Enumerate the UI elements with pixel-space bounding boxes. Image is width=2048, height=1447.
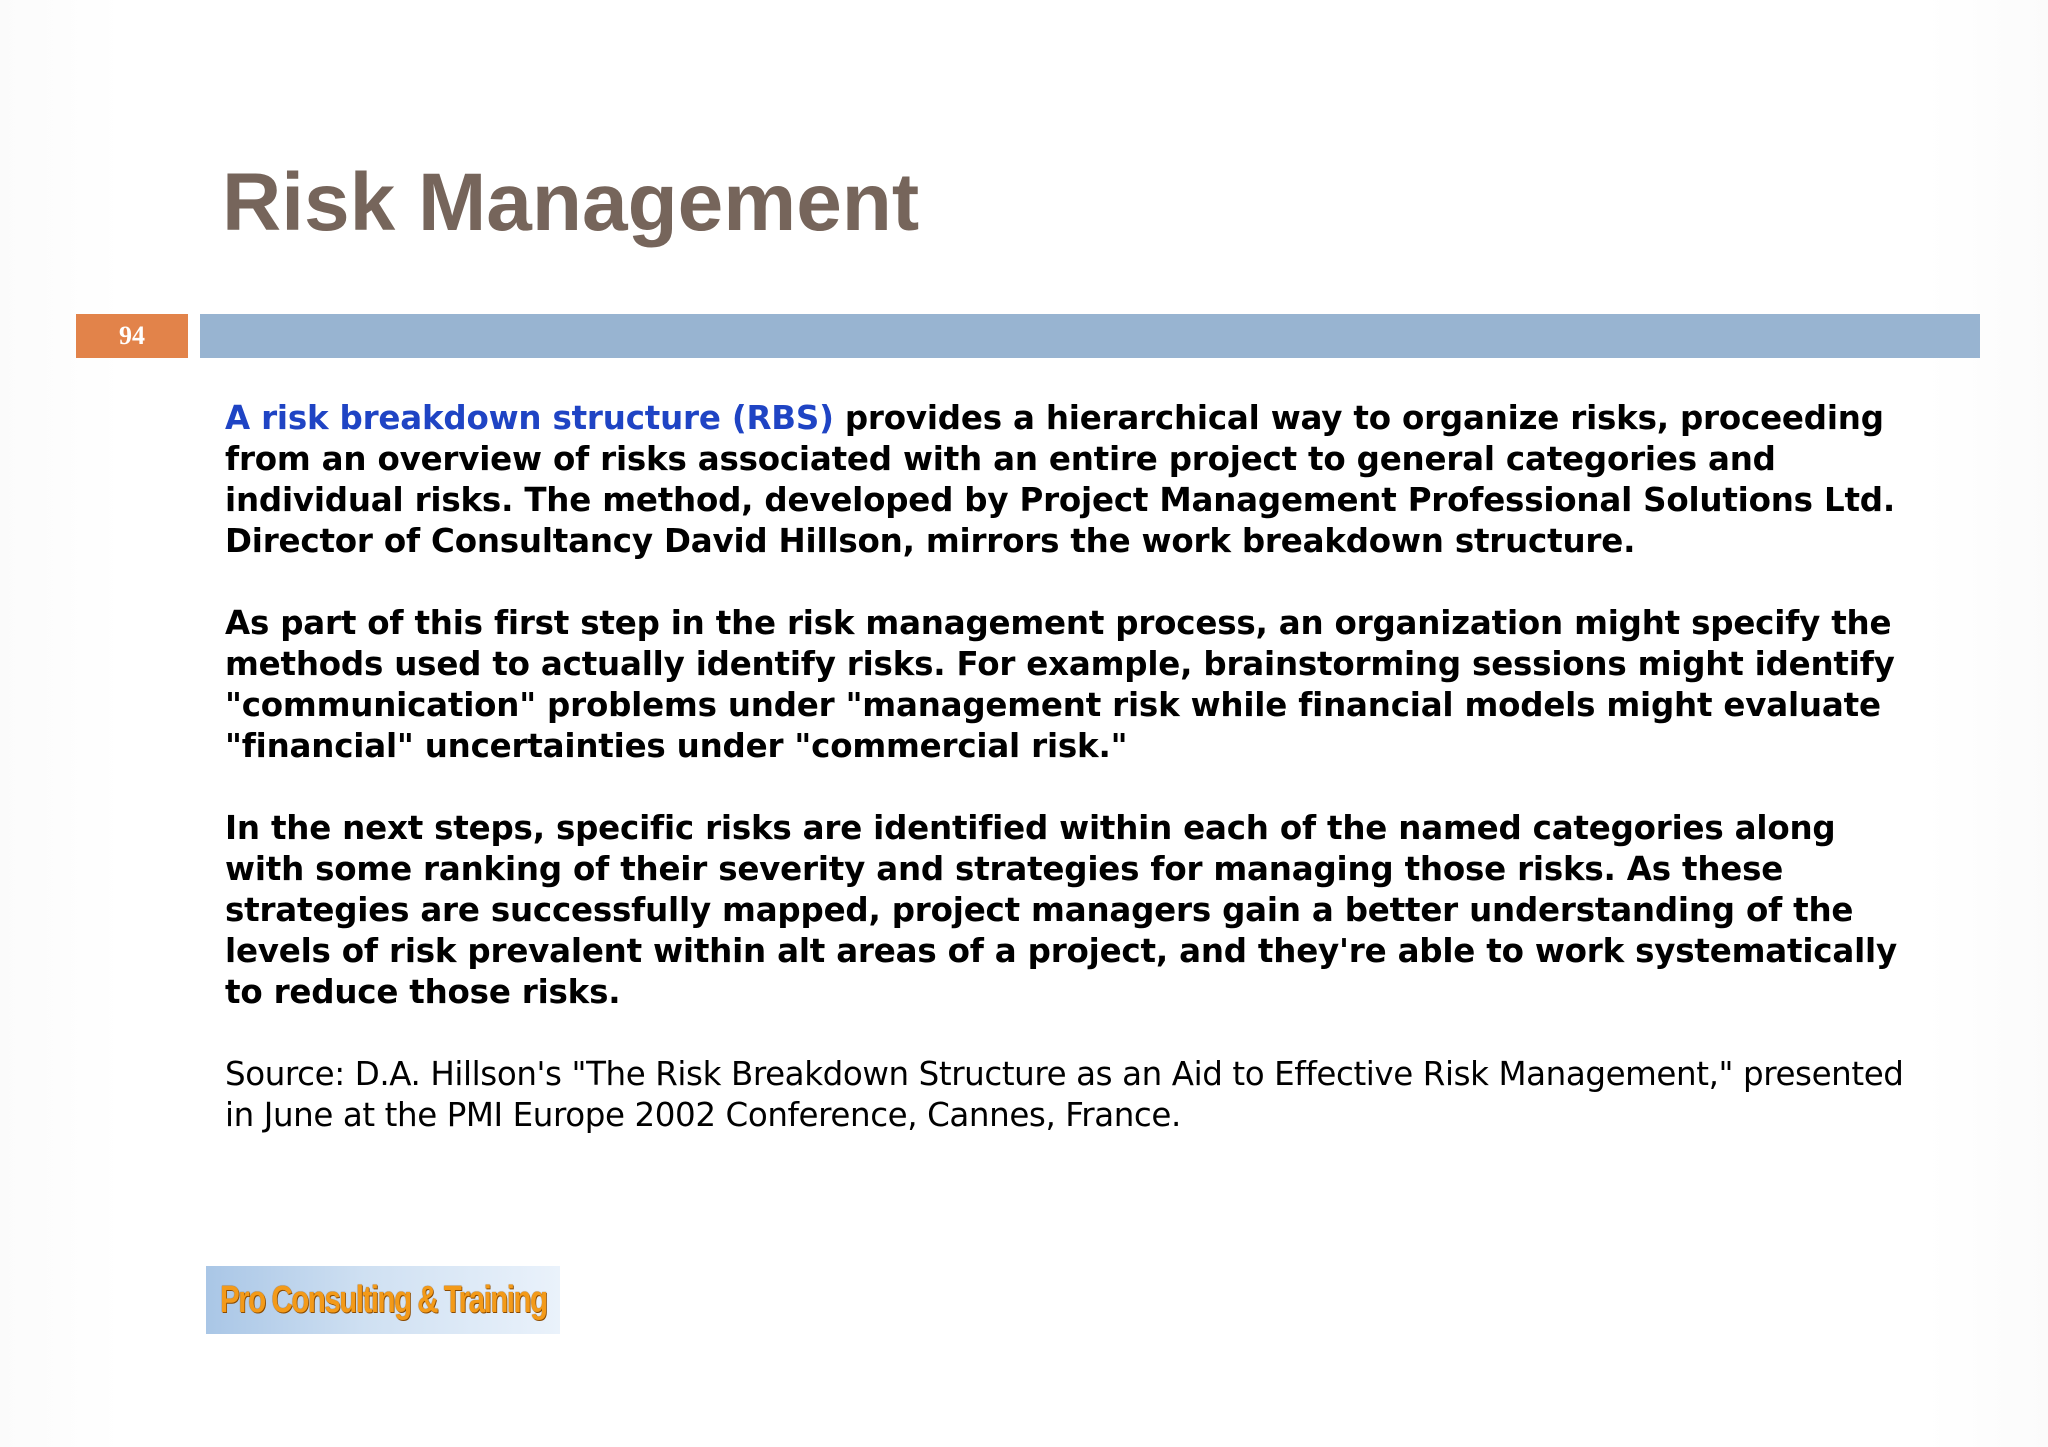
- logo-text: Pro Consulting & Training: [220, 1278, 547, 1321]
- paragraph-rbs-text: provides a hierarchical way to organize risks, proceeding from an overview of risks associated with an entire project to general categories and individual risks. The method, developed by Project Management Professional Solutions Ltd. Director of Consultancy David Hillson, mirrors the work breakdown structure.: [225, 399, 1895, 560]
- paragraph-rbs: [225, 398, 1925, 562]
- slide-number-badge: [76, 314, 188, 358]
- title-divider-bar: [200, 314, 1980, 358]
- slide-body: [225, 398, 1925, 1136]
- slide-title: Risk Management: [222, 157, 920, 248]
- rbs-term: A risk breakdown structure (RBS): [225, 399, 834, 437]
- source-citation: Source: D.A. Hillson's "The Risk Breakdown Structure as an Aid to Effective Risk Management," presented in June at the PMI Europe 2002 Conference, Cannes, France.: [225, 1055, 1904, 1134]
- slide-number: 94: [119, 321, 145, 350]
- paragraph-next-steps: In the next steps, specific risks are identified within each of the named categories along with some ranking of their severity and strategies for managing those risks. As these strategies are successfully mapped, project managers gain a better understanding of the levels of risk prevalent within alt areas of a project, and they're able to work systematically to reduce those risks.: [225, 809, 1897, 1011]
- paragraph-first-step: As part of this first step in the risk management process, an organization might specify the methods used to actually identify risks. For example, brainstorming sessions might identify "communication" problems under "management risk while financial models might evaluate "financial" uncertainties under "commercial risk.": [225, 604, 1895, 765]
- company-logo: [206, 1266, 560, 1334]
